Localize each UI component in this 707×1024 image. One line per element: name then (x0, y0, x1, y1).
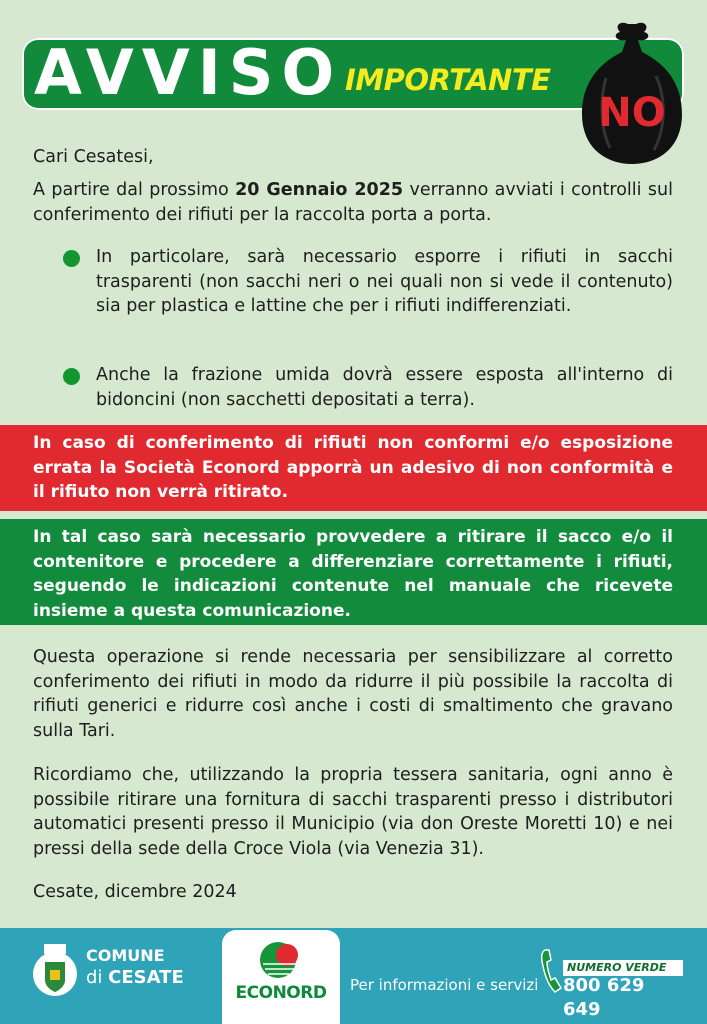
comune-name: di CESATE (86, 967, 184, 988)
title: AVVISO (34, 36, 343, 109)
numero-verde-label: NUMERO VERDE (563, 960, 683, 976)
numero-verde[interactable]: 800 629 649 (563, 975, 645, 1020)
comune-crest-icon (30, 940, 80, 1000)
econord-name: ECONORD (235, 983, 327, 1003)
bag-label: NO (598, 90, 666, 136)
footer (0, 928, 707, 1024)
comune-label: COMUNE (86, 946, 165, 965)
purpose-paragraph: Questa operazione si rende necessaria per sensibilizzare al corretto conferimento dei rifiuti in modo da ridurre il più possibile la raccolta di rifiuti generici e ridurre così anche i costi di smaltimento che gravano sulla Tari. (33, 647, 673, 741)
trash-bag-icon (576, 18, 688, 168)
info-text: Per informazioni e servizi (350, 976, 539, 994)
econord-logo-box (222, 930, 340, 1024)
greeting: Cari Cesatesi, (33, 147, 154, 167)
bullet-dot-icon (63, 368, 80, 385)
phone-icon (539, 948, 563, 994)
intro-paragraph: A partire dal prossimo 20 Gennaio 2025 verranno avviati i controlli sul conferimento dei rifiuti per la raccolta porta a porta. (33, 180, 673, 225)
instruction-band (0, 519, 707, 625)
warning-text: In caso di conferimento di rifiuti non conformi e/o esposizione errata la Società Econord apporrà un adesivo di non conformità e il rifiuto non verrà ritirato. (33, 433, 673, 502)
bullet-dot-icon (63, 250, 80, 267)
bullet-text: Anche la frazione umida dovrà essere esposta all'interno di bidoncini (non sacchetti depositati a terra). (96, 365, 673, 410)
subtitle: IMPORTANTE (345, 63, 551, 97)
signature: Cesate, dicembre 2024 (33, 882, 237, 902)
instruction-text: In tal caso sarà necessario provvedere a ritirare il sacco e/o il contenitore e procedere a differenziare correttamente i rifiuti, seguendo le indicazioni contenute nel manuale che ricevete insieme a questa comunicazione. (33, 527, 673, 621)
bullet-text: In particolare, sarà necessario esporre i rifiuti in sacchi trasparenti (non sacchi neri o nei quali non si vede il contenuto) sia per plastica e lattine che per i rifiuti indifferenziati. (96, 247, 673, 316)
reminder-paragraph: Ricordiamo che, utilizzando la propria tessera sanitaria, ogni anno è possibile ritirare una fornitura di sacchi trasparenti presso i distributori automatici presenti presso il Municipio (via don Oreste Moretti 10) e nei pressi della sede della Croce Viola (via Venezia 31). (33, 765, 673, 859)
intro-date: 20 Gennaio 2025 (235, 180, 404, 200)
econord-logo-icon (259, 938, 303, 982)
warning-band (0, 425, 707, 511)
